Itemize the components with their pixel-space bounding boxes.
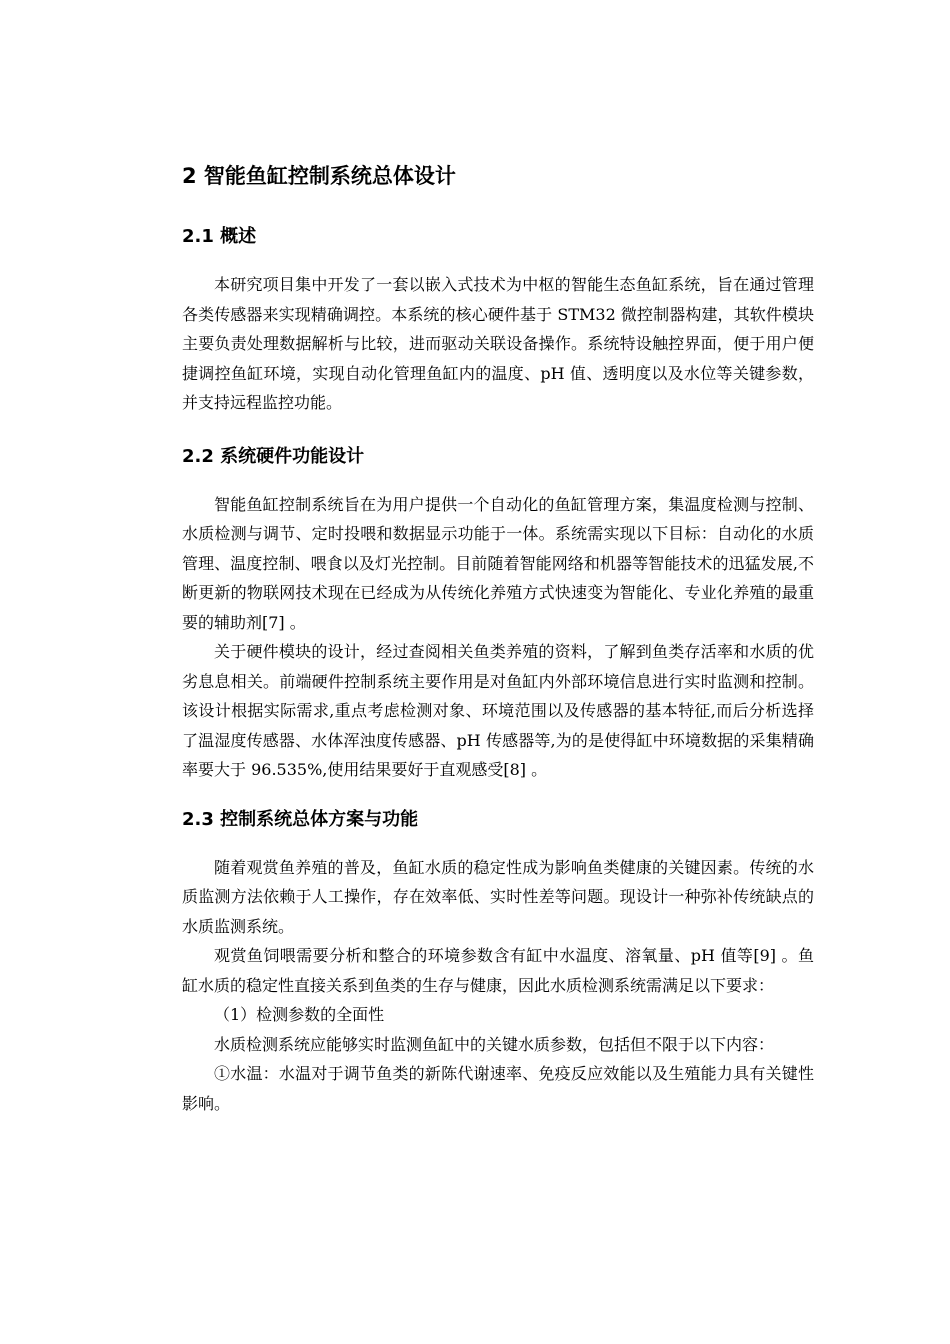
paragraph-hardware-1: 智能鱼缸控制系统旨在为用户提供一个自动化的鱼缸管理方案，集温度检测与控制、水质检测与调节、定时投喂和数据显示功能于一体。系统需实现以下目标：自动化的水质管理、温度控制、喂食以及灯光控制。目前随着智能网络和机器等智能技术的迅猛发展,不断更新的物联网技术现在已经成为从传统化养殖方式快速变为智能化、专业化养殖的最重要的辅助剂[7] 。 [182, 494, 814, 632]
document-page [182, 160, 814, 1118]
section-heading-2-3: 2.3 控制系统总体方案与功能 [182, 808, 419, 830]
paragraph-scheme-4: ①水温：水温对于调节鱼类的新陈代谢速率、免疫反应效能以及生殖能力具有关键性影响。 [182, 1064, 814, 1113]
spacer [182, 785, 814, 805]
paragraph-overview: 本研究项目集中开发了一套以嵌入式技术为中枢的智能生态鱼缸系统，旨在通过管理各类传感器来实现精确调控。本系统的核心硬件基于 STM32 微控制器构建，其软件模块主要负责处理数据解析与比较，进而驱动关联设备操作。系统特设触控界面，便于用户便捷调控鱼缸环境，实现自动化管理鱼缸内的温度、pH 值、透明度以及水位等关键参数，并支持远程监控功能。 [182, 275, 814, 412]
section-heading-2-1: 2.1 概述 [182, 226, 257, 247]
paragraph-scheme-2: 观赏鱼饲喂需要分析和整合的环境参数含有缸中水温度、溶氧量、pH 值等[9] 。鱼缸水质的稳定性直接关系到鱼类的生存与健康，因此水质检测系统需满足以下要求： [182, 946, 814, 995]
paragraph-scheme-item-1: （1）检测参数的全面性 [214, 1005, 385, 1024]
section-heading-2-2: 2.2 系统硬件功能设计 [182, 445, 365, 467]
chapter-title: 2 智能鱼缸控制系统总体设计 [182, 164, 456, 188]
spacer [182, 418, 814, 442]
paragraph-scheme-3: 水质检测系统应能够实时监测鱼缸中的关键水质参数，包括但不限于以下内容： [214, 1034, 775, 1054]
paragraph-scheme-1: 随着观赏鱼养殖的普及，鱼缸水质的稳定性成为影响鱼类健康的关键因素。传统的水质监测方法依赖于人工操作，存在效率低、实时性差等问题。现设计一种弥补传统缺点的水质监测系统。 [182, 857, 814, 936]
paragraph-hardware-2: 关于硬件模块的设计，经过查阅相关鱼类养殖的资料，了解到鱼类存活率和水质的优劣息息相关。前端硬件控制系统主要作用是对鱼缸内外部环境信息进行实时监测和控制。该设计根据实际需求,重点考虑检测对象、环境范围以及传感器的基本特征,而后分析选择了温湿度传感器、水体浑浊度传感器、pH 传感器等,为的是使得缸中环境数据的采集精确率要大于 96.535%,使用结果要好于直观感受[8] 。 [182, 642, 814, 779]
